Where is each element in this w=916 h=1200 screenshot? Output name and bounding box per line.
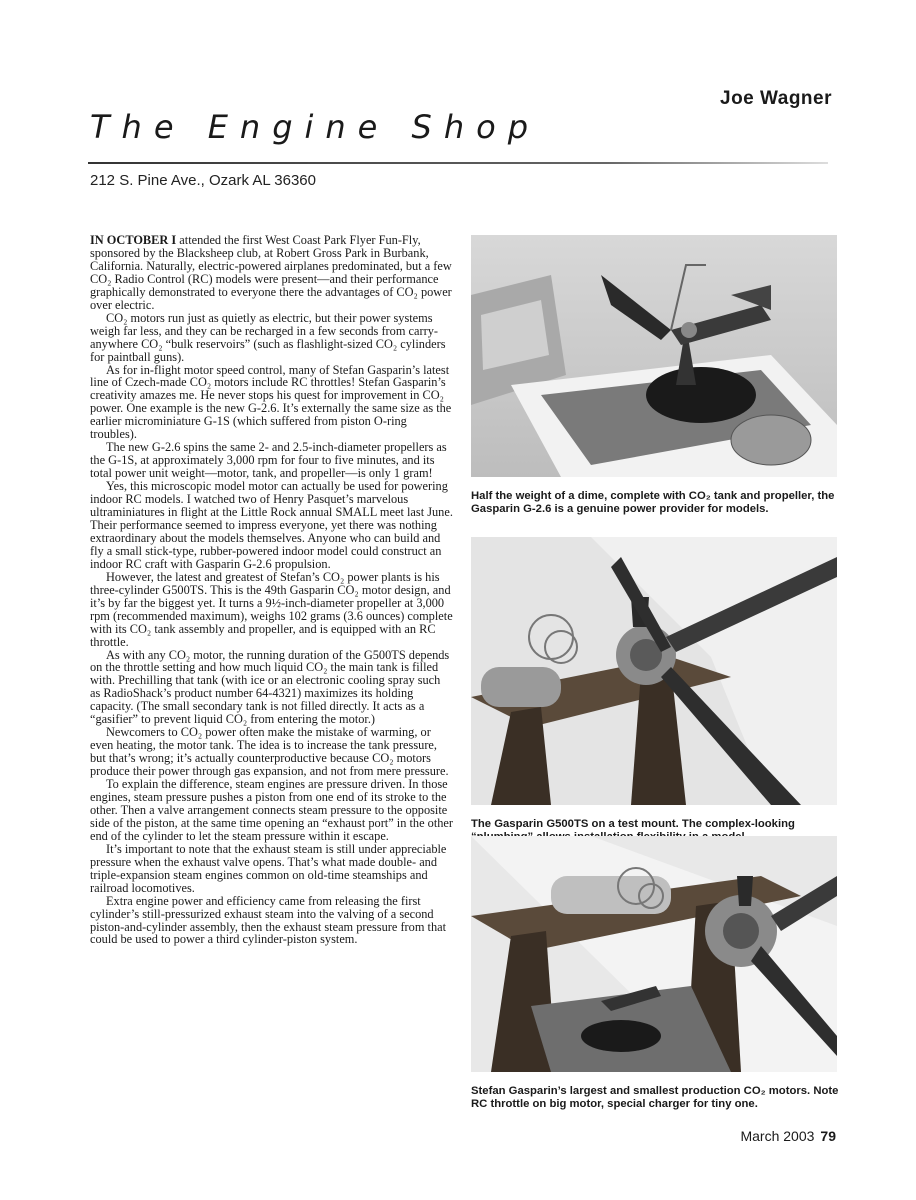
photo-caption: The Gasparin G500TS on a test mount. The complex-looking bbox=[471, 818, 795, 830]
photo-caption: Stefan Gasparin’s largest and smallest production CO₂ motors. Note RC throttle on big motor, special charger for tiny one. bbox=[471, 1085, 839, 1110]
photo-g26-motor bbox=[471, 235, 837, 477]
paragraph-text: attended the first West Coast Park Flyer Fun-Fly, sponsored by the Blacksheep club, at Robert Gross Park in Burbank, California. Naturally, electric-powered airplanes predominated, but a few CO₂ Radio Control (RC) models were present—and their performance graphically demonstrated to everyone there the advantages of CO₂ power over electric. bbox=[90, 233, 452, 312]
article-paragraph: CO₂ motors run just as quietly as electric, but their power systems weigh far less, and they can be recharged in a few seconds from carry-anywhere CO₂ “bulk reservoirs” (such as flashlight-sized CO₂ cylinders for paintball guns). bbox=[90, 310, 446, 364]
article-paragraph: The new G-2.6 spins the same 2- and 2.5-inch-diameter propellers as the G-1S, at approximately 3,000 rpm for four to five minutes, and its total power unit weight—motor, tank, and propeller—is only 1 gram! bbox=[90, 440, 447, 481]
article-paragraph: As for in-flight motor speed control, many of Stefan Gasparin’s latest line of Czech-made CO₂ motors include RC throttles! Stefan Gasparin’s creativity amazes me. He never stops his quest for improvement in CO₂ power. One example is the new G-2.6. It’s externally the same size as the earlier microminiature G-1S (which suffered from piston O-ring troubles). bbox=[90, 362, 452, 442]
photo-g500ts-test-mount bbox=[471, 537, 837, 805]
page-number: 79 bbox=[820, 1128, 836, 1144]
issue-date: March 2003 bbox=[740, 1128, 815, 1144]
article-paragraph: To explain the difference, steam engines are pressure driven. In those engines, steam pressure pushes a piston from one end of its stroke to the other. Then a valve arrangement connects steam pressure to the opposite side of the piston, at the same time opening an “exhaust port” in the other end of the cylinder to let the steam pressure within it escape. bbox=[90, 777, 454, 843]
author-name: Joe Wagner bbox=[720, 88, 832, 109]
column-title: The Engine Shop bbox=[90, 108, 541, 146]
lead-in: IN OCTOBER I bbox=[90, 233, 177, 247]
address-line: 212 S. Pine Ave., Ozark AL 36360 bbox=[90, 172, 316, 189]
photo-largest-smallest-motors bbox=[471, 836, 837, 1072]
article-body bbox=[90, 234, 453, 946]
title-rule bbox=[88, 162, 828, 164]
article-paragraph: As with any CO₂ motor, the running duration of the G500TS depends on the throttle setting and how much liquid CO₂ the main tank is filled with. Prechilling that tank (with ice or an electronic cooling spray such as RadioShack’s product number 64-4321) maximizes its holding capacity. (The small secondary tank is not filled directly. It acts as a “gasifier” to prevent liquid CO₂ from entering the motor.) bbox=[90, 647, 450, 727]
article-paragraph: However, the latest and greatest of Stefan’s CO₂ power plants is his three-cylinder G500TS. This is the 49th Gasparin CO₂ motor design, and it’s by far the biggest yet. It turns a 9½-inch-diameter propeller at 3,000 rpm (recommended maximum), weighs 102 grams (3.6 ounces) complete with its CO₂ tank assembly and propeller, and is equipped with an RC throttle. bbox=[90, 569, 453, 649]
article-paragraph: Yes, this microscopic model motor can actually be used for powering indoor RC models. I watched two of Henry Pasquet’s marvelous ultraminiatures in flight at the Little Rock annual SMALL meet last June. Their performance seemed to impress everyone, yet there was nothing extraordinary about the models themselves. Anyone who can build and fly a small stick-type, rubber-powered indoor model could construct an indoor RC craft with Gasparin G-2.6 propulsion. bbox=[90, 479, 453, 571]
article-paragraph bbox=[90, 234, 453, 312]
article-paragraph: It’s important to note that the exhaust steam is still under appreciable pressure when the exhaust valve opens. That’s what made double- and triple-expansion steam engines common on old-time steamships and railroad locomotives. bbox=[90, 841, 447, 895]
photo-caption: Half the weight of a dime, complete with CO₂ tank and propeller, the Gasparin G-2.6 is a genuine power provider for models. bbox=[471, 490, 835, 515]
article-paragraph: Extra engine power and efficiency came from releasing the first cylinder’s still-pressurized exhaust steam into the valving of a second piston-and-cylinder assembly, then the exhaust steam pressure from that could be used to power a third cylinder-piston system. bbox=[90, 893, 447, 947]
page-footer bbox=[740, 1128, 836, 1144]
article-paragraph: Newcomers to CO₂ power often make the mistake of warming, or even heating, the motor tank. The idea is to increase the tank pressure, but that’s wrong; it’s actually counterproductive because CO₂ motors produce their power through gas expansion, and not from mere pressure. bbox=[90, 725, 449, 779]
